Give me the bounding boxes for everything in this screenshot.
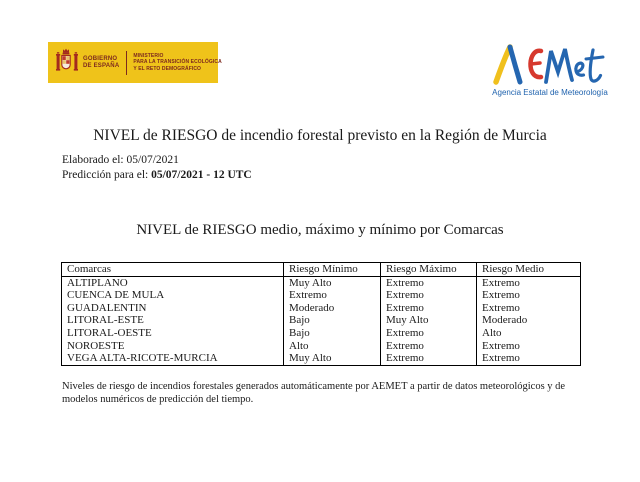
riesgo-maximo-cell: Extremo [381,352,477,365]
comarca-cell: LITORAL-ESTE [62,314,284,327]
prediccion-label: Predicción para el: [62,168,149,181]
footer-note [62,381,565,406]
page-title: NIVEL de RIESGO de incendio forestal previsto en la Región de Murcia [93,127,547,144]
table-header-row [62,263,581,277]
gobierno-espana-logo [48,42,222,83]
riesgo-medio-cell: Moderado [477,314,581,327]
comarca-cell: GUADALENTIN [62,302,284,315]
riesgo-maximo-cell: Extremo [381,340,477,353]
comarca-cell: ALTIPLANO [62,276,284,289]
riesgo-medio-cell: Alto [477,327,581,340]
comarca-cell: CUENCA DE MULA [62,289,284,302]
riesgo-medio-cell: Extremo [477,340,581,353]
aemet-tagline: Agencia Estatal de Meteorología [492,88,608,97]
table-row [62,327,581,340]
table-row [62,314,581,327]
table-row [62,276,581,289]
riesgo-minimo-cell: Muy Alto [284,352,381,365]
gobierno-espana-label: GOBIERNO DE ESPAÑA [83,55,120,69]
section-subtitle: NIVEL de RIESGO medio, máximo y mínimo por Comarcas [136,222,504,238]
table-row [62,302,581,315]
col-header-riesgo-minimo: Riesgo Mínimo [284,263,381,277]
riesgo-medio-cell: Extremo [477,302,581,315]
table-row [62,340,581,353]
footer-line-1: Niveles de riesgo de incendios forestales generados automáticamente por AEMET a partir de datos meteorológicos y de [62,381,566,392]
table-row [62,352,581,365]
riesgo-medio-cell: Extremo [477,276,581,289]
riesgo-maximo-cell: Extremo [381,289,477,302]
riesgo-maximo-cell: Extremo [381,302,477,315]
riesgo-minimo-cell: Muy Alto [284,276,381,289]
comarca-cell: VEGA ALTA-RICOTE-MURCIA [62,352,284,365]
riesgo-medio-cell: Extremo [477,289,581,302]
col-header-comarcas: Comarcas [62,263,284,277]
aemet-wordmark-icon [490,42,610,86]
riesgo-maximo-cell: Extremo [381,327,477,340]
aemet-logo [486,42,614,97]
col-header-riesgo-medio: Riesgo Medio [477,263,581,277]
risk-table [61,262,581,366]
ministerio-label: MINISTERIO PARA LA TRANSICIÓN ECOLÓGICA Y EL RETO DEMOGRÁFICO [133,52,222,72]
footer-line-2: modelos numéricos de predicción del tiempo. [62,393,254,405]
prediccion-line [62,168,252,183]
riesgo-maximo-cell: Muy Alto [381,314,477,327]
riesgo-medio-cell: Extremo [477,352,581,365]
dates-block [62,153,252,182]
elaborado-line [62,153,252,168]
riesgo-minimo-cell: Bajo [284,314,381,327]
elaborado-value: 05/07/2021 [126,154,179,166]
riesgo-minimo-cell: Alto [284,340,381,353]
col-header-riesgo-maximo: Riesgo Máximo [381,263,477,277]
elaborado-label: Elaborado el: [62,154,124,166]
spain-coat-of-arms-icon [56,48,78,78]
comarca-cell: LITORAL-OESTE [62,327,284,340]
table-row [62,289,581,302]
prediccion-value: 05/07/2021 - 12 UTC [151,168,252,181]
logo-divider [126,51,127,75]
riesgo-minimo-cell: Bajo [284,327,381,340]
riesgo-maximo-cell: Extremo [381,276,477,289]
riesgo-minimo-cell: Moderado [284,302,381,315]
riesgo-minimo-cell: Extremo [284,289,381,302]
comarca-cell: NOROESTE [62,340,284,353]
